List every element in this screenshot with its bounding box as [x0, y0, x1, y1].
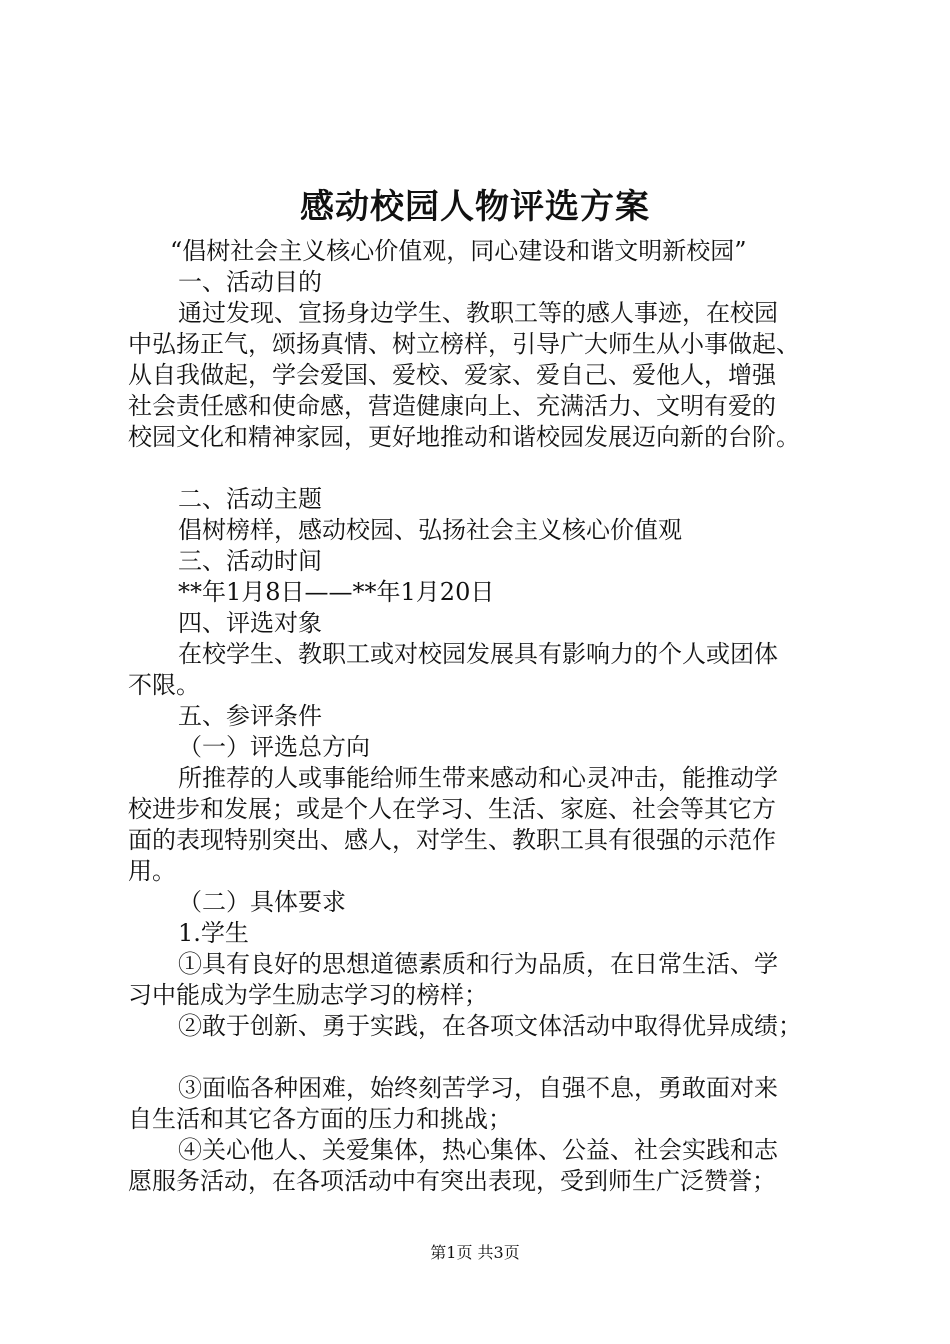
body-line: 二、活动主题 [178, 485, 322, 513]
body-line: 一、活动目的 [178, 268, 322, 296]
body-line: ②敢于创新、勇于实践，在各项文体活动中取得优异成绩； [178, 1012, 802, 1040]
body-line: “倡树社会主义核心价值观，同心建设和谐文明新校园” [170, 237, 747, 265]
body-line: 社会责任感和使命感，营造健康向上、充满活力、文明有爱的 [128, 392, 776, 420]
body-line: 不限。 [128, 671, 200, 699]
body-line: 五、参评条件 [178, 702, 322, 730]
body-line: 自生活和其它各方面的压力和挑战； [128, 1105, 512, 1133]
body-line: 1.学生 [178, 919, 249, 947]
body-line: 用。 [128, 857, 176, 885]
blank-line [128, 453, 848, 484]
body-line: 校园文化和精神家园，更好地推动和谐校园发展迈向新的台阶。 [128, 423, 800, 451]
document-title: 感动校园人物评选方案 [300, 187, 650, 227]
body-line: ④关心他人、关爱集体，热心集体、公益、社会实践和志 [178, 1136, 778, 1164]
body-line: 面的表现特别突出、感人，对学生、教职工具有很强的示范作 [128, 826, 776, 854]
body-line: 倡树榜样，感动校园、弘扬社会主义核心价值观 [178, 516, 682, 544]
body-line: 所推荐的人或事能给师生带来感动和心灵冲击，能推动学 [178, 764, 778, 792]
body-line: 校进步和发展；或是个人在学习、生活、家庭、社会等其它方 [128, 795, 776, 823]
body-line: 三、活动时间 [178, 547, 322, 575]
body-line: 在校学生、教职工或对校园发展具有影响力的个人或团体 [178, 640, 778, 668]
body-line: （二）具体要求 [178, 888, 346, 916]
document-body [128, 236, 848, 1197]
body-line: 习中能成为学生励志学习的榜样； [128, 981, 488, 1009]
page-footer: 第1页 共3页 [430, 1243, 520, 1262]
body-line: 愿服务活动，在各项活动中有突出表现，受到师生广泛赞誉； [128, 1167, 776, 1195]
blank-line [128, 1042, 848, 1073]
body-line: 通过发现、宣扬身边学生、教职工等的感人事迹，在校园 [178, 299, 778, 327]
body-line: 从自我做起，学会爱国、爱校、爱家、爱自己、爱他人，增强 [128, 361, 776, 389]
body-line: ③面临各种困难，始终刻苦学习，自强不息，勇敢面对来 [178, 1074, 778, 1102]
body-line: ①具有良好的思想道德素质和行为品质，在日常生活、学 [178, 950, 778, 978]
body-line: 中弘扬正气，颂扬真情、树立榜样，引导广大师生从小事做起、 [128, 330, 800, 358]
body-line: 四、评选对象 [178, 609, 322, 637]
body-line: （一）评选总方向 [178, 733, 370, 761]
body-line: **年1月8日——**年1月20日 [178, 578, 495, 606]
